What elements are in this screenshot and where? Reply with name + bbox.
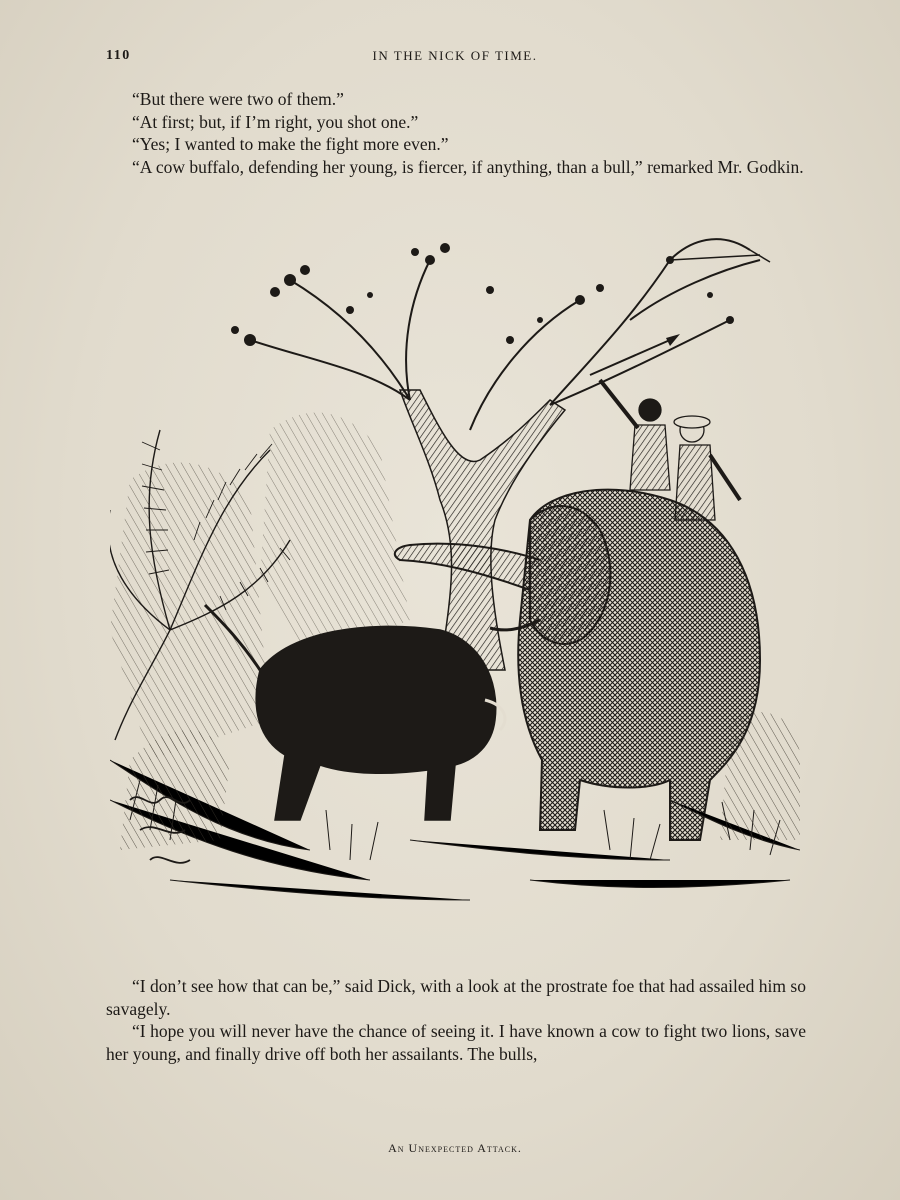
engraving-illustration xyxy=(110,200,800,930)
paragraph: “But there were two of them.” xyxy=(132,89,344,109)
paragraph: “I don’t see how that can be,” said Dick, with a look at the prostrate foe that had assailed him so savagely. xyxy=(106,976,806,1019)
running-title: IN THE NICK OF TIME. xyxy=(372,48,538,63)
paragraph: “A cow buffalo, defending her young, is fiercer, if anything, than a bull,” remarked Mr. Godkin. xyxy=(132,156,804,177)
paragraph: “I hope you will never have the chance of seeing it. I have known a cow to fight two lions, save her young, and finally drive off both her assailants. The bulls, xyxy=(106,1021,806,1064)
bottom-text-block xyxy=(106,975,806,1065)
paragraph: “At first; but, if I’m right, you shot one.” xyxy=(132,111,419,132)
illustration-caption: An Unexpected Attack. xyxy=(388,1141,522,1155)
paragraph: “Yes; I wanted to make the fight more even.” xyxy=(132,134,449,154)
page-number: 110 xyxy=(106,48,131,63)
top-text-block xyxy=(106,88,806,178)
running-head xyxy=(106,48,804,70)
